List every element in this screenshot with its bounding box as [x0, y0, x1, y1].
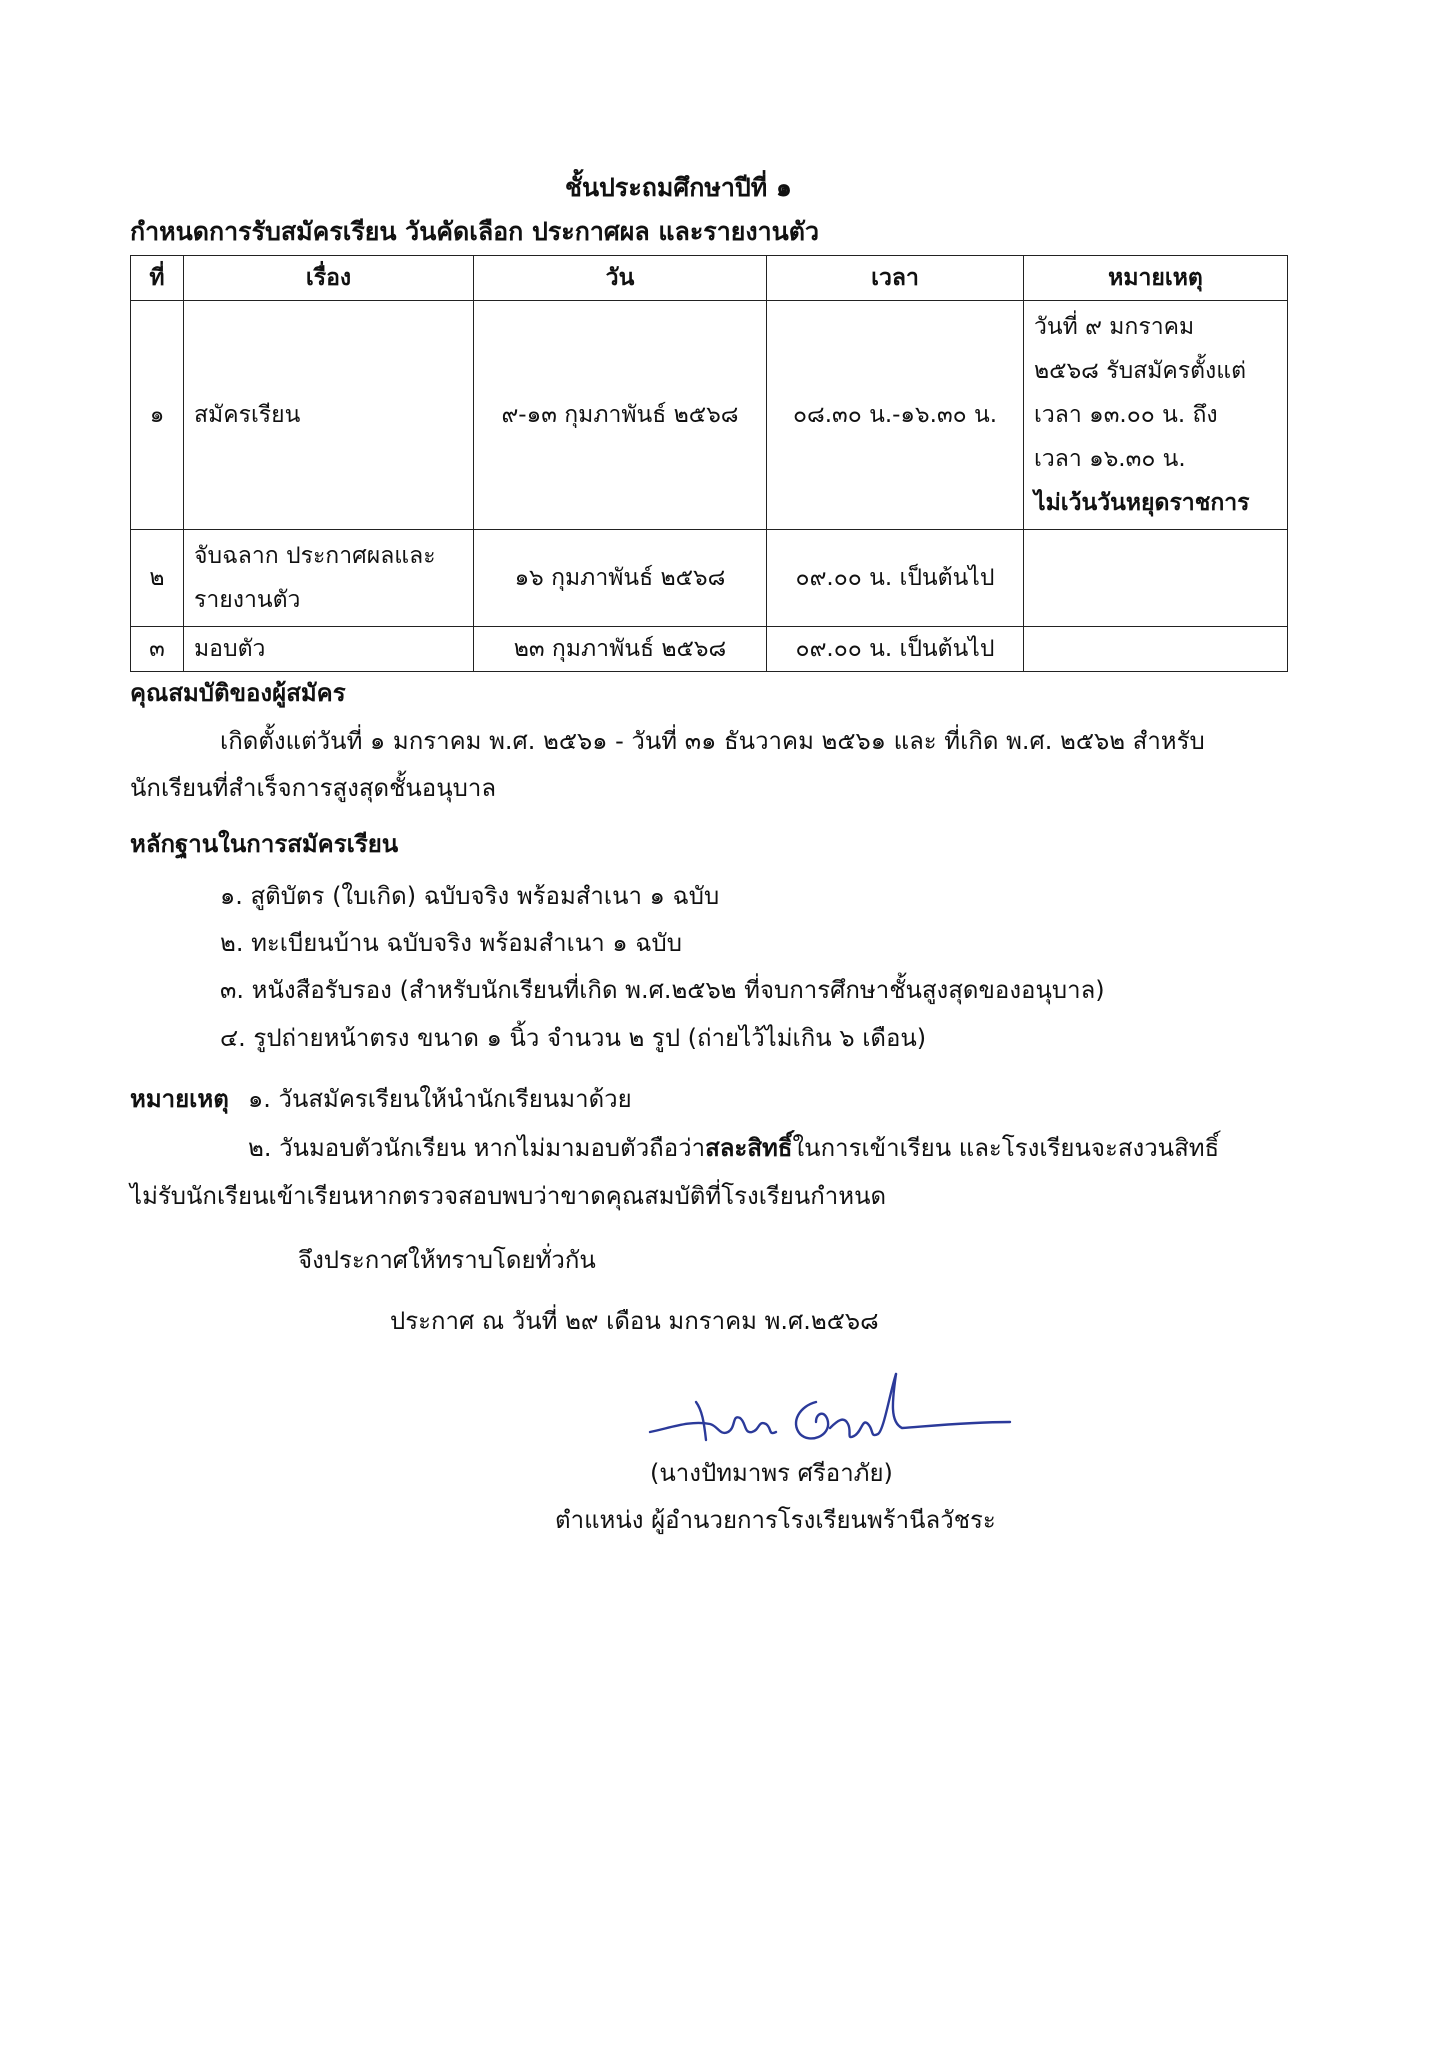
document-title: ชั้นประถมศึกษาปีที่ ๑	[565, 173, 792, 202]
evidence-item: ๑. สูติบัตร (ใบเกิด) ฉบับจริง พร้อมสำเนา ๑ ฉบับ	[220, 882, 720, 910]
announce-date: ประกาศ ณ วันที่ ๒๙ เดือน มกราคม พ.ศ.๒๕๖๘	[390, 1307, 879, 1335]
row-no: ๒	[131, 530, 184, 627]
row-subject	[184, 530, 474, 627]
row-time: ๐๘.๓๐ น.-๑๖.๓๐ น.	[767, 301, 1024, 530]
header-time: เวลา	[767, 256, 1024, 301]
row-subject: สมัครเรียน	[184, 301, 474, 530]
table-row	[131, 627, 1288, 672]
table-row	[131, 301, 1288, 530]
row-date: ๙-๑๓ กุมภาพันธ์ ๒๕๖๘	[474, 301, 767, 530]
qualifications-heading: คุณสมบัติของผู้สมัคร	[130, 679, 346, 707]
row-note	[1024, 530, 1288, 627]
note-line-bold: ไม่เว้นวันหยุดราชการ	[1034, 490, 1250, 516]
qualifications-line: เกิดตั้งแต่วันที่ ๑ มกราคม พ.ศ. ๒๕๖๑ - วันที่ ๓๑ ธันวาคม ๒๕๖๑ และ ที่เกิด พ.ศ. ๒๕๖๒ สำหรับ	[220, 727, 1205, 755]
table-row	[131, 530, 1288, 627]
remarks-text: ในการเข้าเรียน และโรงเรียนจะสงวนสิทธิ์	[792, 1134, 1220, 1162]
header-date: วัน	[474, 256, 767, 301]
row-note	[1024, 627, 1288, 672]
schedule-table	[130, 255, 1288, 672]
row-date: ๒๓ กุมภาพันธ์ ๒๕๖๘	[474, 627, 767, 672]
row-no: ๓	[131, 627, 184, 672]
evidence-item: ๓. หนังสือรับรอง (สำหรับนักเรียนที่เกิด พ.ศ.๒๕๖๒ ที่จบการศึกษาชั้นสูงสุดของอนุบาล)	[220, 976, 1105, 1004]
note-line: วันที่ ๙ มกราคม	[1034, 314, 1195, 340]
remarks-text: ๒. วันมอบตัวนักเรียน หากไม่มามอบตัวถือว่า	[248, 1134, 706, 1162]
header-note: หมายเหตุ	[1024, 256, 1288, 301]
note-line: เวลา ๑๖.๓๐ น.	[1034, 446, 1186, 472]
remarks-item	[248, 1132, 1219, 1164]
subject-line: รายงานตัว	[194, 587, 301, 613]
row-time: ๐๙.๐๐ น. เป็นต้นไป	[767, 627, 1024, 672]
header-no: ที่	[131, 256, 184, 301]
evidence-item: ๒. ทะเบียนบ้าน ฉบับจริง พร้อมสำเนา ๑ ฉบับ	[220, 929, 683, 957]
note-line: เวลา ๑๓.๐๐ น. ถึง	[1034, 402, 1218, 428]
signatory-position: ตำแหน่ง ผู้อำนวยการโรงเรียนพร้านีลวัชระ	[555, 1506, 996, 1534]
signatory-name: (นางปัทมาพร ศรีอาภัย)	[650, 1459, 893, 1487]
note-line: ๒๕๖๘ รับสมัครตั้งแต่	[1034, 358, 1247, 384]
row-no: ๑	[131, 301, 184, 530]
schedule-subtitle: กำหนดการรับสมัครเรียน วันคัดเลือก ประกาศผล และรายงานตัว	[130, 217, 820, 246]
evidence-heading: หลักฐานในการสมัครเรียน	[130, 830, 399, 858]
qualifications-line: นักเรียนที่สำเร็จการสูงสุดชั้นอนุบาล	[130, 774, 497, 802]
signature-image	[640, 1362, 1020, 1457]
header-subject: เรื่อง	[184, 256, 474, 301]
row-subject: มอบตัว	[184, 627, 474, 672]
remarks-item: ไม่รับนักเรียนเข้าเรียนหากตรวจสอบพบว่าขาดคุณสมบัติที่โรงเรียนกำหนด	[130, 1182, 887, 1210]
table-header-row	[131, 256, 1288, 301]
closing-text: จึงประกาศให้ทราบโดยทั่วกัน	[298, 1246, 596, 1274]
row-time: ๐๙.๐๐ น. เป็นต้นไป	[767, 530, 1024, 627]
subject-line: จับฉลาก ประกาศผลและ	[194, 543, 436, 569]
remarks-item: ๑. วันสมัครเรียนให้นำนักเรียนมาด้วย	[248, 1085, 632, 1113]
row-note	[1024, 301, 1288, 530]
row-date: ๑๖ กุมภาพันธ์ ๒๕๖๘	[474, 530, 767, 627]
remarks-emphasis: สละสิทธิ์	[705, 1134, 793, 1162]
evidence-item: ๔. รูปถ่ายหน้าตรง ขนาด ๑ นิ้ว จำนวน ๒ รูป (ถ่ายไว้ไม่เกิน ๖ เดือน)	[220, 1024, 927, 1052]
remarks-label: หมายเหตุ	[130, 1085, 229, 1113]
